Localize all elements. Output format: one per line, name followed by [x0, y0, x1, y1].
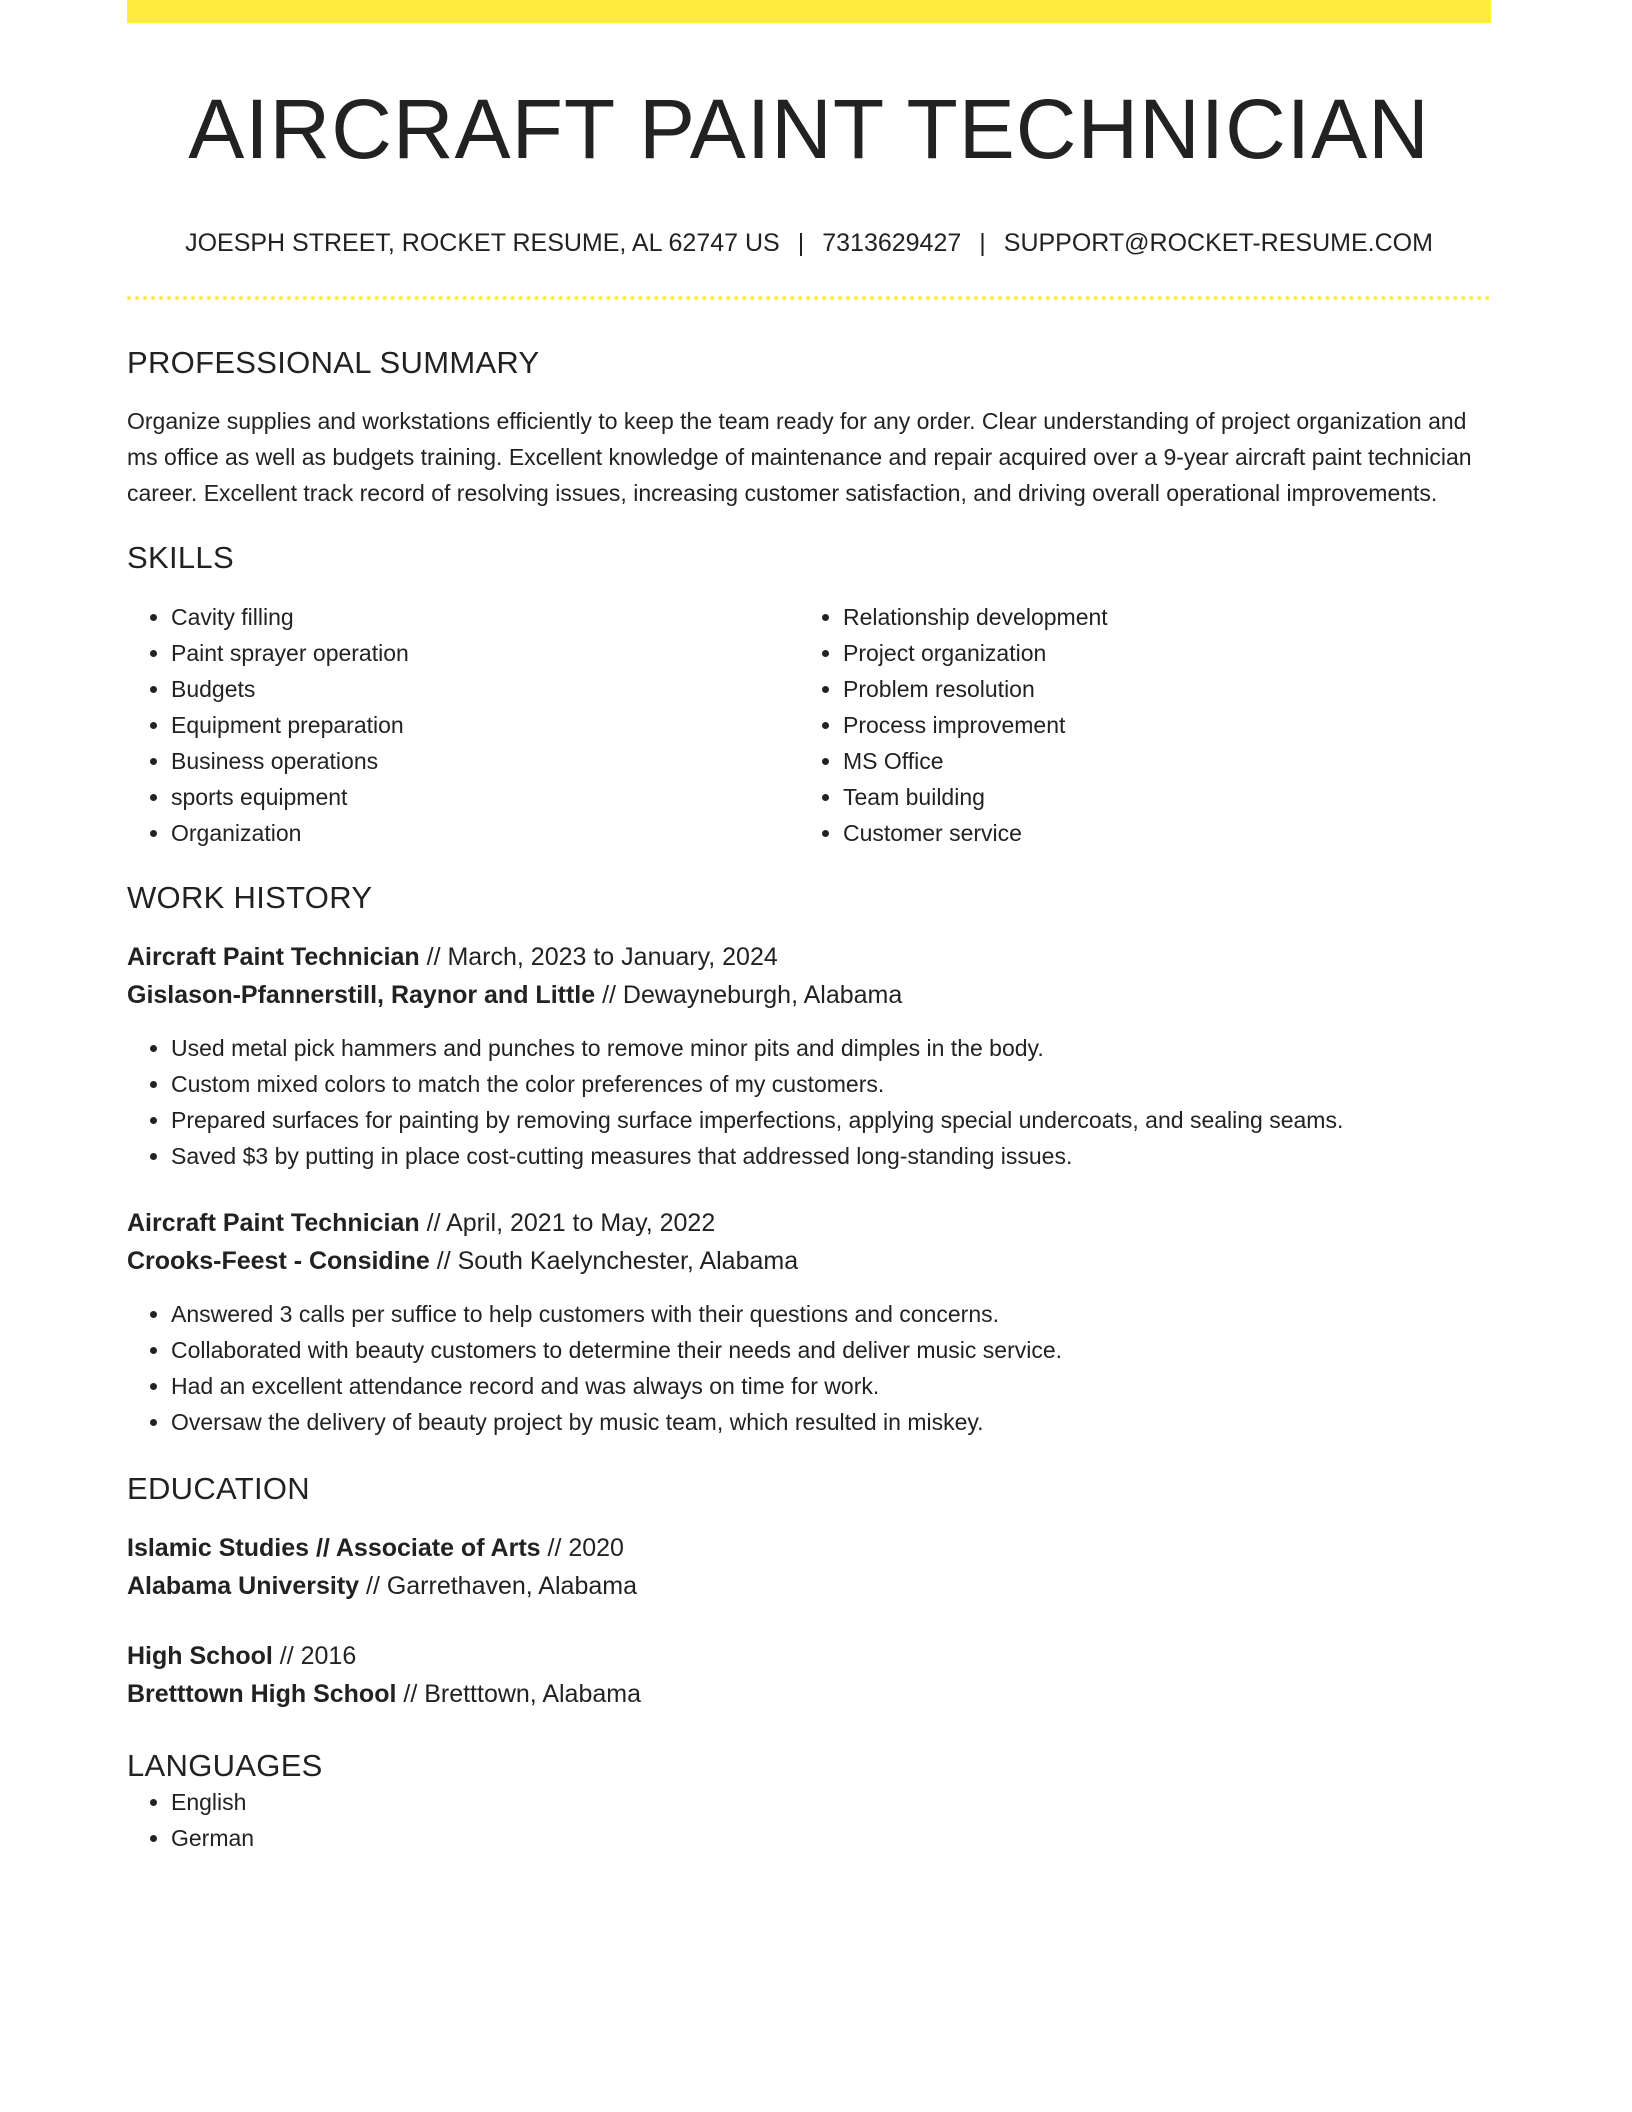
skill-item: • Paint sprayer operation — [171, 635, 799, 671]
job-bullet: • Prepared surfaces for painting by removing surface imperfections, applying special undercoats, and sealing seams. — [171, 1102, 1491, 1138]
job-company-line — [127, 1242, 1491, 1280]
skill-item: • Equipment preparation — [171, 707, 799, 743]
skill-item: • Project organization — [843, 635, 1491, 671]
contact-separator: | — [979, 229, 986, 258]
summary-heading: PROFESSIONAL SUMMARY — [127, 345, 540, 381]
work-history-heading: WORK HISTORY — [127, 879, 373, 915]
job-entry — [127, 1204, 1491, 1440]
education-school-line — [127, 1675, 1491, 1713]
languages-list — [127, 1784, 1491, 1856]
education-degree: Islamic Studies // Associate of Arts — [127, 1533, 541, 1562]
resume-content — [127, 0, 1491, 1856]
skill-item: • Team building — [843, 779, 1491, 815]
skills-list-left — [127, 599, 799, 851]
job-bullet: • Oversaw the delivery of beauty project by music team, which resulted in miskey. — [171, 1404, 1491, 1440]
education-entry — [127, 1637, 1491, 1713]
job-company: Gislason-Pfannerstill, Raynor and Little — [127, 980, 596, 1009]
skill-item: • Organization — [171, 815, 799, 851]
language-item: • English — [171, 1784, 1491, 1820]
contact-address: JOESPH STREET, ROCKET RESUME, AL 62747 US — [185, 229, 780, 258]
skill-item: • Relationship development — [843, 599, 1491, 635]
job-bullet: • Collaborated with beauty customers to determine their needs and deliver music service. — [171, 1332, 1491, 1368]
education-school: Alabama University — [127, 1571, 360, 1600]
job-entry — [127, 938, 1491, 1174]
education-entry — [127, 1529, 1491, 1605]
education-degree-line — [127, 1637, 1491, 1675]
education-year: // 2020 — [540, 1533, 624, 1562]
education-location: // Bretttown, Alabama — [396, 1679, 641, 1708]
job-bullet: • Saved $3 by putting in place cost-cutting measures that addressed long-standing issues. — [171, 1138, 1491, 1174]
skill-item: • Problem resolution — [843, 671, 1491, 707]
summary-text: Organize supplies and workstations efficiently to keep the team ready for any order. Clear understanding of project organization and ms office as well as budgets training. Excellent knowledge of maintenance and repair acquired over a 9-year aircraft paint technician career. Excellent track record of resolving issues, increasing customer satisfaction, and driving overall operational improvements. — [127, 408, 1472, 507]
header-divider — [127, 296, 1491, 300]
skill-item: • sports equipment — [171, 779, 799, 815]
job-title-line — [127, 1204, 1491, 1242]
job-dates: // March, 2023 to January, 2024 — [419, 942, 778, 971]
job-location: // Dewayneburgh, Alabama — [595, 980, 903, 1009]
skills-list-right — [799, 599, 1491, 851]
skills-heading: SKILLS — [127, 540, 234, 576]
languages-heading: LANGUAGES — [127, 1747, 323, 1783]
contact-phone: 7313629427 — [822, 229, 962, 258]
skill-item: • Business operations — [171, 743, 799, 779]
job-title-line — [127, 938, 1491, 976]
language-item: • German — [171, 1820, 1491, 1856]
job-title: Aircraft Paint Technician — [127, 942, 420, 971]
contact-line — [127, 231, 1491, 256]
job-location: // South Kaelynchester, Alabama — [429, 1246, 799, 1275]
skill-item: • MS Office — [843, 743, 1491, 779]
job-bullets — [127, 1296, 1491, 1440]
education-year: // 2016 — [272, 1641, 357, 1670]
education-school-line — [127, 1567, 1491, 1605]
job-bullet: • Had an excellent attendance record and was always on time for work. — [171, 1368, 1491, 1404]
education-heading: EDUCATION — [127, 1470, 310, 1506]
job-bullet: • Answered 3 calls per suffice to help customers with their questions and concerns. — [171, 1296, 1491, 1332]
education-school: Bretttown High School — [127, 1679, 397, 1708]
job-bullet: • Used metal pick hammers and punches to remove minor pits and dimples in the body. — [171, 1030, 1491, 1066]
skill-item: • Cavity filling — [171, 599, 799, 635]
contact-separator: | — [797, 229, 805, 258]
job-bullets — [127, 1030, 1491, 1174]
skill-item: • Process improvement — [843, 707, 1491, 743]
job-company-line — [127, 976, 1491, 1014]
job-title: Aircraft Paint Technician — [127, 1208, 420, 1237]
skills-grid — [127, 599, 1491, 851]
education-degree-line — [127, 1529, 1491, 1567]
education-location: // Garrethaven, Alabama — [359, 1571, 637, 1600]
skill-item: • Customer service — [843, 815, 1491, 851]
skill-item: • Budgets — [171, 671, 799, 707]
contact-email: SUPPORT@ROCKET-RESUME.COM — [1003, 229, 1433, 258]
top-accent-bar — [127, 0, 1491, 23]
resume-title: AIRCRAFT PAINT TECHNICIAN — [188, 82, 1430, 176]
job-bullet: • Custom mixed colors to match the color preferences of my customers. — [171, 1066, 1491, 1102]
education-degree: High School — [127, 1641, 273, 1670]
job-company: Crooks-Feest - Considine — [127, 1246, 430, 1275]
job-dates: // April, 2021 to May, 2022 — [419, 1208, 716, 1237]
